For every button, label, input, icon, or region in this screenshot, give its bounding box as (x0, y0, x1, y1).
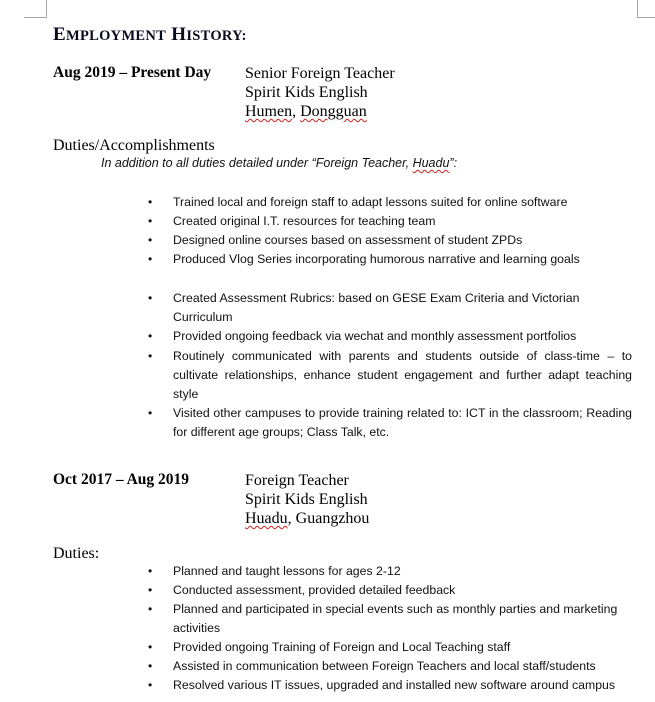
bullet-icon: • (148, 195, 153, 209)
bullet-icon: • (148, 329, 153, 343)
job-2-section-label: Duties: (53, 545, 100, 562)
job-1-company: Spirit Kids English (245, 84, 368, 101)
job-1-location-sep: , (292, 103, 301, 120)
list-item-text: Planned and participated in special events such as monthly parties and marketing activities (173, 602, 618, 635)
section-heading (53, 24, 247, 46)
job-1-intro-end: ”: (449, 156, 458, 170)
bullet-icon: • (148, 678, 153, 692)
list-item-text: Provided ongoing feedback via wechat and monthly assessment portfolios (173, 329, 577, 343)
job-1-location-city: Humen (245, 103, 293, 120)
list-item (148, 193, 632, 212)
list-item (148, 638, 632, 657)
bullet-icon: • (148, 659, 153, 673)
job-1-dates: Aug 2019 – Present Day (53, 64, 212, 81)
job-2-company: Spirit Kids English (245, 491, 368, 508)
bullet-icon: • (148, 640, 153, 654)
page-corner-mark-left (24, 0, 47, 18)
bullet-icon: • (148, 214, 153, 228)
job-1-location (245, 102, 395, 121)
list-item-text: Assisted in communication between Foreign Teachers and local staff/students (173, 659, 596, 673)
list-item-text: Provided ongoing Training of Foreign and Local Teaching staff (173, 640, 511, 654)
job-1-details (245, 64, 395, 121)
list-item (148, 250, 632, 269)
list-item (148, 289, 632, 327)
list-item (148, 347, 632, 404)
job-2-duties (148, 562, 632, 695)
job-2-location (245, 509, 369, 528)
job-1-intro-text: In addition to all duties detailed under “Foreign Teacher, (101, 156, 413, 170)
list-item-text: Conducted assessment, provided detailed feedback (173, 583, 456, 597)
list-item (148, 231, 632, 250)
job-1-section-label: Duties/Accomplishments (53, 137, 215, 154)
job-2-dates: Oct 2017 – Aug 2019 (53, 471, 190, 488)
list-item-text: Visited other campuses to provide training related to: ICT in the classroom; Reading for different age groups; Class Talk, etc. (173, 406, 632, 439)
list-item (148, 404, 632, 442)
list-item (148, 581, 632, 600)
list-item (148, 600, 632, 638)
job-2-location-region: Guangzhou (295, 510, 370, 527)
job-2-location-sep: , (287, 510, 296, 527)
list-item (148, 657, 632, 676)
list-item-text: Trained local and foreign staff to adapt lessons suited for online software (173, 195, 568, 209)
heading-word-1-rest: MPLOYMENT (65, 28, 167, 44)
list-item (148, 327, 632, 346)
heading-word-1-initial: E (53, 24, 66, 45)
job-2-details (245, 471, 369, 528)
job-2-location-city: Huadu (245, 510, 288, 527)
bullet-icon: • (148, 349, 153, 363)
page-corner-mark-right (637, 0, 655, 18)
bullet-icon: • (148, 233, 153, 247)
job-1-title: Senior Foreign Teacher (245, 65, 395, 82)
bullet-icon: • (148, 583, 153, 597)
list-item (148, 676, 632, 695)
bullet-icon: • (148, 406, 153, 420)
job-2-title: Foreign Teacher (245, 472, 349, 489)
bullet-icon: • (148, 602, 153, 616)
bullet-icon: • (148, 564, 153, 578)
job-1-intro (101, 156, 457, 170)
list-item-text: Created Assessment Rubrics: based on GESE Exam Criteria and Victorian Curriculum (173, 291, 580, 324)
list-item-text: Resolved various IT issues, upgraded and installed new software around campus (173, 678, 616, 692)
job-1-duties-group-1 (148, 193, 632, 269)
list-item (148, 212, 632, 231)
list-item-text: Created original I.T. resources for teaching team (173, 214, 436, 228)
job-1-intro-location: Huadu (412, 156, 450, 170)
list-item-text: Planned and taught lessons for ages 2-12 (173, 564, 401, 578)
list-item-text: Designed online courses based on assessment of student ZPDs (173, 233, 523, 247)
bullet-icon: • (148, 252, 153, 266)
heading-word-2-initial: H (171, 24, 187, 45)
list-item-text: Produced Vlog Series incorporating humorous narrative and learning goals (173, 252, 580, 266)
list-item-text: Routinely communicated with parents and students outside of class-time – to cultivate relationships, enhance student engagement and further adapt teaching style (173, 349, 632, 401)
heading-word-2-rest: ISTORY: (186, 28, 247, 44)
list-item (148, 562, 632, 581)
job-1-location-region: Dongguan (300, 103, 367, 120)
job-1-duties-group-3 (148, 347, 632, 442)
bullet-icon: • (148, 291, 153, 305)
job-1-duties-group-2 (148, 289, 632, 346)
